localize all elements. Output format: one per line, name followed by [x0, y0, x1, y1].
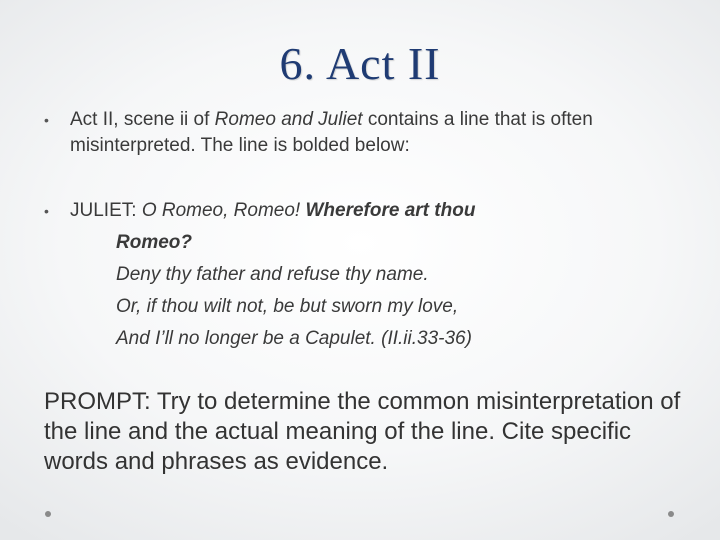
decorative-dot-right: [668, 511, 674, 517]
bullet-quote: [44, 195, 684, 355]
quote-block: [70, 195, 684, 355]
quote-line-5: And I’ll no longer be a Capulet. (II.ii.33-36): [116, 328, 472, 349]
quote-line-1-plain: O Romeo, Romeo!: [141, 200, 306, 221]
work-title: Romeo and Juliet: [214, 109, 363, 130]
intro-prefix: Act II, scene ii of: [70, 109, 215, 130]
bullet-marker: •: [44, 203, 49, 219]
quote-line-2: Romeo?: [116, 232, 192, 253]
slide-title: 6. Act II: [279, 38, 441, 89]
quote-line-1-bold: Wherefore art thou: [305, 200, 476, 221]
bullet-intro-text: [70, 107, 684, 159]
intro-suffix: contains a line that is often misinterpreted. The line is bolded below:: [70, 109, 593, 156]
decorative-dot-left: [45, 511, 51, 517]
prompt-text: PROMPT: Try to determine the common misinterpretation of the line and the actual meaning of the line. Cite specific words and phrases as evidence.: [44, 388, 681, 475]
bullet-intro: [44, 107, 684, 159]
bullet-marker: •: [44, 112, 49, 128]
quote-speaker: JULIET:: [70, 200, 142, 221]
quote-line-3: Deny thy father and refuse thy name.: [116, 264, 429, 285]
quote-line-4: Or, if thou wilt not, be but sworn my love,: [116, 296, 459, 317]
